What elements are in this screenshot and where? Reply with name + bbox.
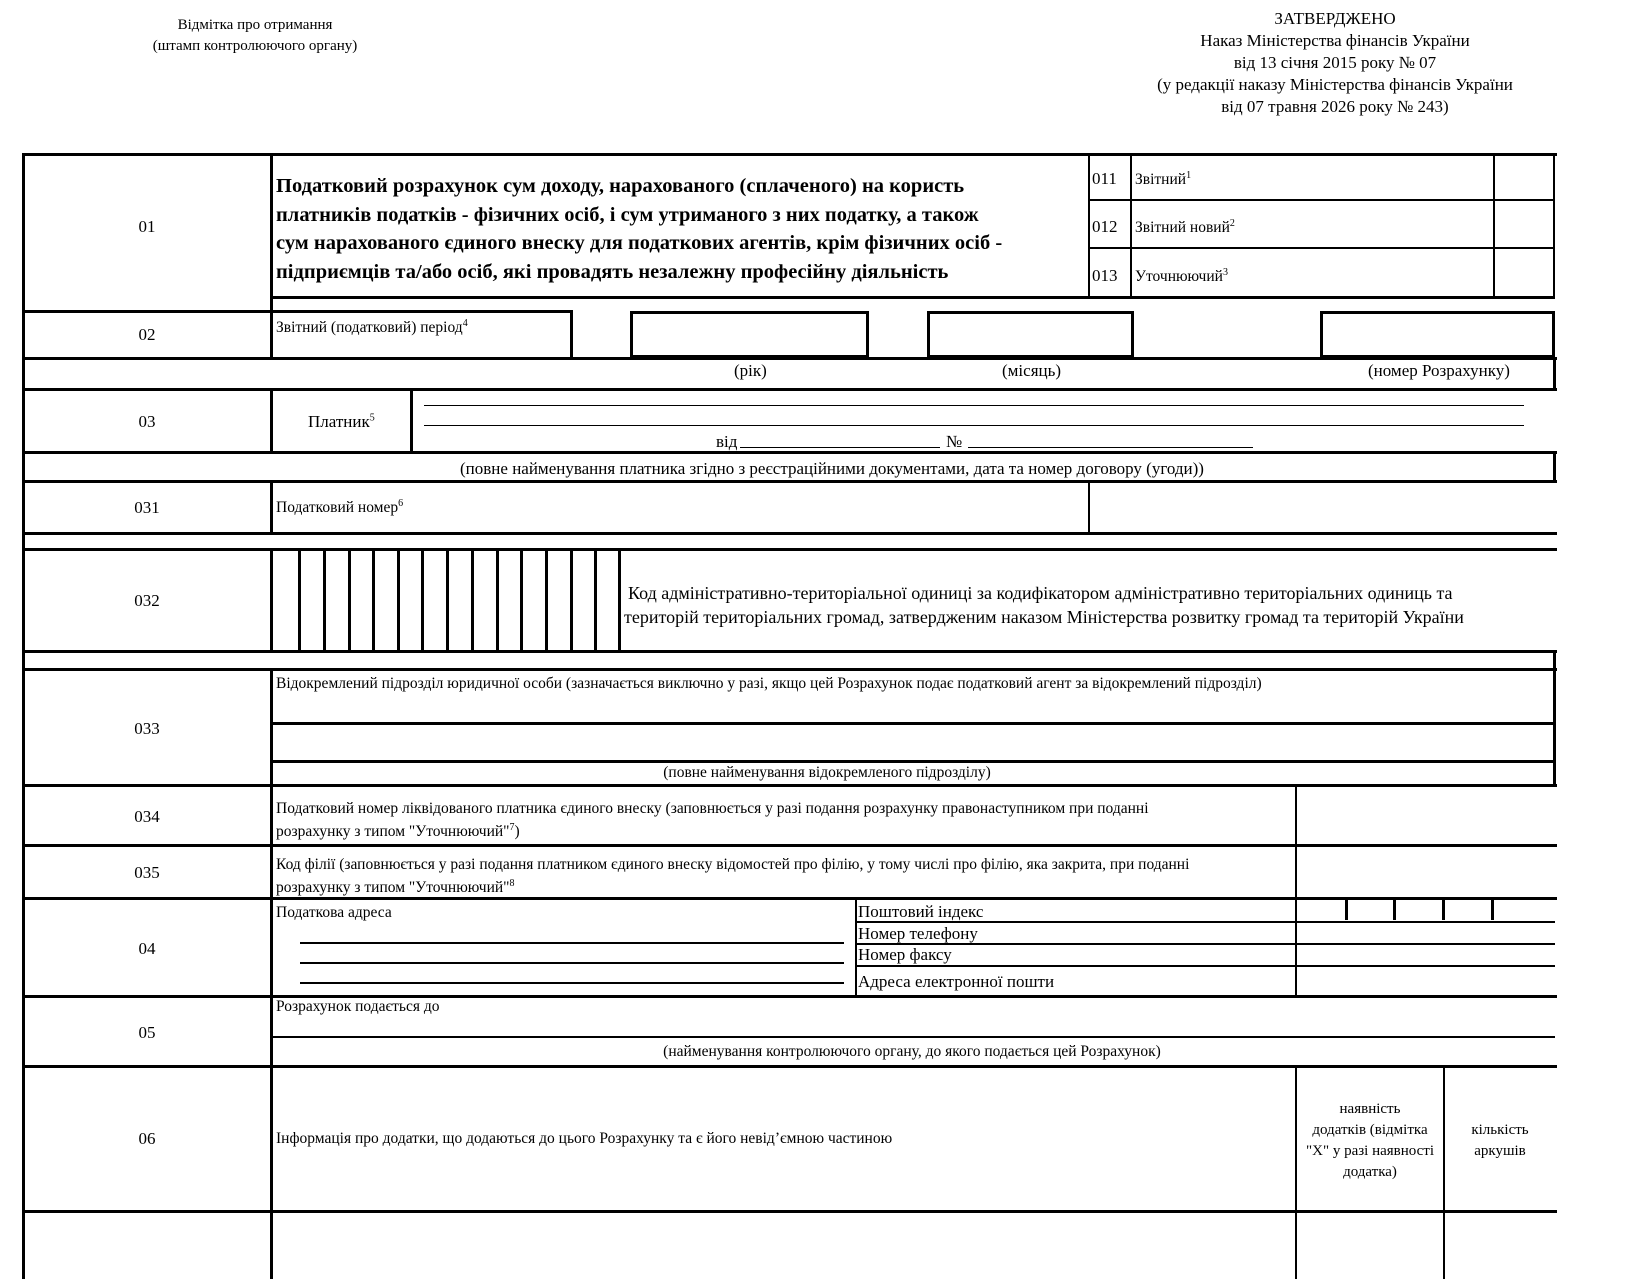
payer-name-line-2[interactable] — [424, 425, 1524, 426]
email-field[interactable] — [1297, 967, 1553, 994]
type-label-clarifying: Уточнюючий$^3$ — [1135, 266, 1228, 285]
address-line-3[interactable] — [300, 982, 844, 984]
number-caption: (номер Розрахунку) — [1368, 361, 1510, 380]
tax-address-label: Податкова адреса — [276, 904, 392, 921]
contract-date-field[interactable] — [740, 447, 940, 448]
row-code: 04 — [138, 939, 156, 958]
branch-code-field[interactable] — [1298, 847, 1553, 896]
liquidated-payer-number-field[interactable] — [1298, 787, 1553, 843]
branch-code-label: Код філії (заповнюється у разі подання платником єдиного внеску відомостей про філію, у тому числі про філію, яка закрита, при поданні розрахунку з типом "Уточнюючий"$^8$ — [276, 856, 1190, 896]
contract-number-field[interactable] — [968, 447, 1253, 448]
row-code: 033 — [134, 719, 160, 738]
type-label-reporting: Звітний$^1$ — [1135, 169, 1192, 188]
period-label: Звітний (податковий) період$^4$ — [276, 317, 468, 336]
row-code: 03 — [138, 412, 156, 431]
tax-number-field[interactable] — [1090, 483, 1552, 531]
liquidated-payer-label: Податковий номер ліквідованого платника єдиного внеску (заповнюється у разі подання розрахунку правонаступником при поданні розрахунку з типом "Уточнюючий"$^7$) — [276, 800, 1149, 840]
attachments-presence-header: наявність додатків (відмітка "Х" у разі наявності додатка) — [1305, 1101, 1435, 1180]
tax-number-label: Податковий номер$^6$ — [276, 497, 404, 516]
fax-field[interactable] — [1297, 945, 1553, 964]
year-caption: (рік) — [734, 361, 767, 380]
row-code: 034 — [134, 807, 160, 826]
phone-field[interactable] — [1297, 923, 1553, 942]
katottg-description: Код адміністративно-територіальної одиниці за кодифікатором адміністративно територіальних одиниць та територій територіальних громад, затвердженим наказом Міністерства розвитку громад та територій України — [624, 583, 1464, 627]
contract-no-label: № — [946, 432, 963, 451]
row-code: 06 — [138, 1129, 156, 1148]
address-line-2[interactable] — [300, 962, 844, 964]
month-caption: (місяць) — [1002, 361, 1062, 380]
type-code-012: 012 — [1092, 217, 1118, 236]
payer-label: Платник$^5$ — [308, 412, 375, 431]
year-field[interactable] — [630, 311, 869, 358]
tax-authority-caption: (найменування контролюючого органу, до якого подається цей Розрахунок) — [663, 1043, 1161, 1060]
type-checkbox-reporting[interactable] — [1495, 155, 1552, 198]
calc-number-field[interactable] — [1320, 311, 1555, 358]
type-code-011: 011 — [1092, 169, 1117, 188]
payer-name-line-1[interactable] — [424, 405, 1524, 406]
sheet-count-header: кількість аркушів — [1471, 1122, 1529, 1159]
address-line-1[interactable] — [300, 942, 844, 944]
branch-name-field-2[interactable] — [274, 725, 1552, 759]
approval-title: ЗАТВЕРДЖЕНО — [1274, 9, 1396, 28]
month-field[interactable] — [927, 311, 1134, 358]
payer-caption: (повне найменування платника згідно з реєстраційними документами, дата та номер договору (угоди)) — [460, 459, 1204, 478]
row-code: 01 — [138, 217, 156, 236]
tax-authority-field[interactable] — [274, 1016, 1552, 1035]
branch-label: Відокремлений підрозділ юридичної особи (зазначається виключно у разі, якщо цей Розрахунок подає податковий агент за відокремлений підрозділ) — [276, 675, 1262, 692]
row-code: 032 — [134, 591, 160, 610]
date-from-label: від — [716, 432, 738, 451]
attachments-label: Інформація про додатки, що додаються до цього Розрахунку та є його невід’ємною частиною — [276, 1130, 893, 1147]
type-label-reporting-new: Звітний новий$^2$ — [1135, 217, 1235, 236]
postal-code-cells[interactable] — [1297, 899, 1553, 920]
form-title: Податковий розрахунок сум доходу, нарахованого (сплаченого) на користь платників податків - фізичних осіб, і сум утриманого з них податку, а також сум нарахованого єдиного внеску для податкових агентів, крім фізичних осіб - підприємців та/або осіб, які провадять незалежну професійну діяльність — [276, 175, 1003, 283]
type-checkbox-clarifying[interactable] — [1495, 249, 1552, 295]
type-checkbox-reporting-new[interactable] — [1495, 201, 1552, 246]
row-code: 02 — [138, 325, 156, 344]
katottg-code-cells[interactable] — [272, 550, 620, 650]
branch-name-field-1[interactable] — [274, 695, 1552, 721]
email-label: Адреса електронної пошти — [858, 972, 1055, 991]
fax-label: Номер факсу — [858, 945, 952, 964]
submit-to-label: Розрахунок подається до — [276, 998, 440, 1015]
phone-label: Номер телефону — [858, 924, 978, 943]
row-code: 031 — [134, 498, 160, 517]
branch-caption: (повне найменування відокремленого підрозділу) — [663, 764, 991, 781]
stamp-label: Відмітка про отримання (штамп контролюючого органу) — [152, 17, 358, 54]
approval-block: ЗАТВЕРДЖЕНО Наказ Міністерства фінансів України від 13 січня 2015 року № 07 (у редакції наказу Міністерства фінансів України від 07 травня 2026 року № 243) — [1120, 10, 1550, 115]
postal-code-label: Поштовий індекс — [858, 902, 984, 921]
row-code: 05 — [138, 1023, 156, 1042]
row-code: 035 — [134, 863, 160, 882]
type-code-013: 013 — [1092, 266, 1118, 285]
